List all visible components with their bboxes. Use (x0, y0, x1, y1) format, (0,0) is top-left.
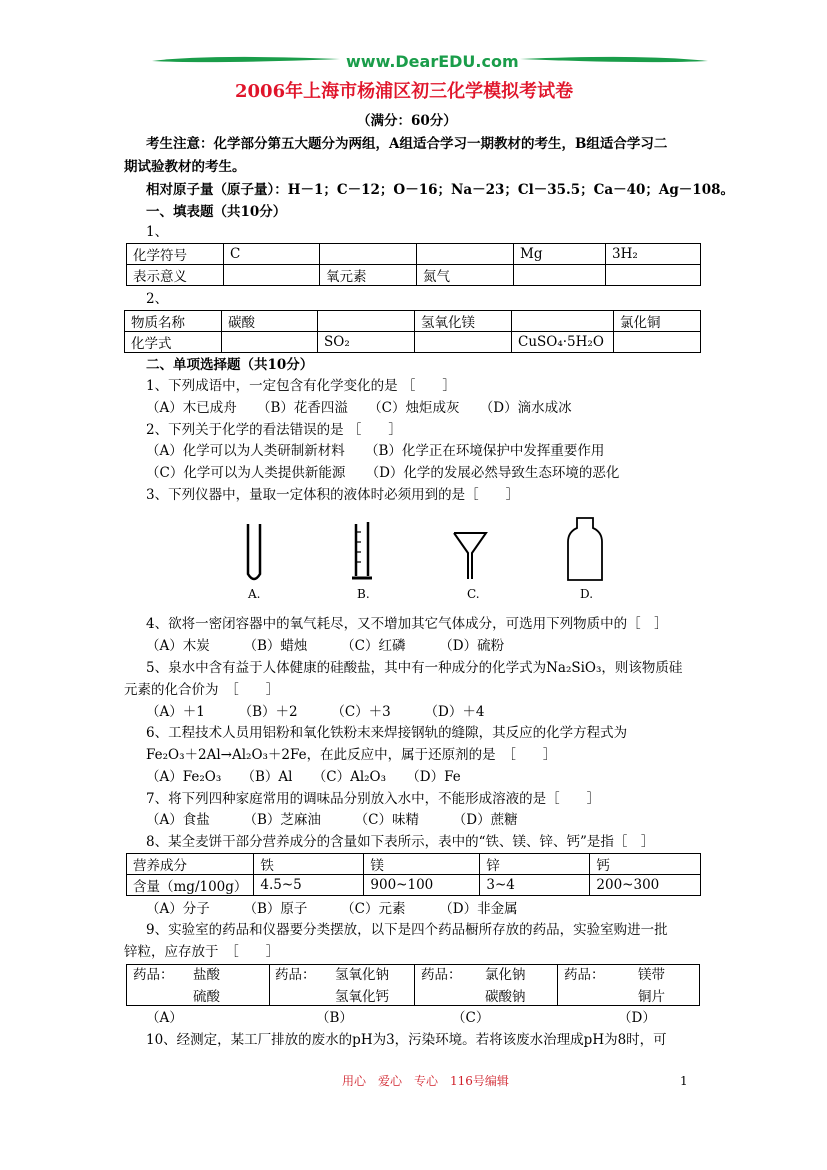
cabinet-b-item: 氢氧化钙 (335, 989, 389, 1005)
q5-stem-2: 元素的化合价为 ［ ］ (124, 682, 280, 698)
table-cell: 碳酸 (222, 311, 318, 332)
table-cell: 200~300 (590, 875, 701, 896)
table-cell: 4.5~5 (254, 875, 364, 896)
table-cell: 镁 (364, 854, 480, 875)
table-cell: 3~4 (480, 875, 590, 896)
cabinet-d-item: 镁带 (638, 967, 665, 983)
table-cell: Mg (514, 244, 606, 265)
cabinet-a-item: 盐酸 (193, 967, 220, 983)
table-row (125, 332, 701, 353)
table-cell: 化学式 (125, 332, 222, 353)
table-cell (320, 244, 417, 265)
table-cell: 氧元素 (320, 265, 417, 286)
table-cell: 物质名称 (125, 311, 222, 332)
q7-options: （A）食盐 （B）芝麻油 （C）味精 （D）蔗糖 (146, 812, 518, 828)
table-cell: 含量（mg/100g） (127, 875, 254, 896)
table-cell (318, 311, 415, 332)
table-row (127, 875, 701, 896)
funnel-icon (450, 525, 490, 585)
nutrition-table (126, 853, 701, 896)
table-cell: 表示意义 (127, 265, 224, 286)
symbol-meaning-table (126, 243, 701, 286)
graduated-cylinder-icon (348, 518, 378, 588)
table-cell: 化学符号 (127, 244, 224, 265)
cabinet-letter-b: （B） (316, 1010, 353, 1026)
table-cell: 钙 (590, 854, 701, 875)
table-row (125, 311, 701, 332)
table-cell (415, 332, 512, 353)
cabinet-d-label: 药品： (564, 967, 605, 983)
table-cell: 氮气 (417, 265, 514, 286)
table-cell (514, 265, 606, 286)
table-row (127, 265, 701, 286)
section1-heading: 一、填表题（共10分） (146, 204, 287, 220)
q2-options-ab: （A）化学可以为人类研制新材料 （B）化学正在环境保护中发挥重要作用 (146, 443, 605, 459)
table-cell: C (224, 244, 320, 265)
q2-label: 2、 (146, 291, 169, 307)
q9-stem-2: 锌粒，应存放于 ［ ］ (124, 944, 280, 960)
cabinet-letter-c: （C） (452, 1010, 490, 1026)
name-formula-table (124, 310, 701, 353)
table-cell (614, 332, 701, 353)
table-cell: 氢氧化镁 (415, 311, 512, 332)
option-label-c: C. (467, 587, 480, 601)
q5-options: （A）＋1 （B）＋2 （C）＋3 （D）＋4 (146, 704, 485, 720)
site-url[interactable]: www.DearEDU.com (346, 52, 519, 71)
q6-stem-1: 6、工程技术人员用铝粉和氧化铁粉末来焊接钢轨的缝隙，其反应的化学方程式为 (146, 725, 628, 741)
cabinet-table (126, 964, 700, 1006)
cabinet-letter-a: （A） (146, 1010, 183, 1026)
notice-line-1: 考生注意：化学部分第五大题分为两组，A组适合学习一期教材的考生，B组适合学习二 (146, 136, 668, 152)
reagent-bottle-icon (562, 514, 608, 586)
cabinet-b-item: 氢氧化钠 (335, 967, 389, 983)
table-cell: SO₂ (318, 332, 415, 353)
table-cell: CuSO₄·5H₂O (512, 332, 614, 353)
full-score: （满分：60分） (357, 113, 457, 129)
section2-heading: 二、单项选择题（共10分） (146, 357, 314, 373)
page-number: 1 (680, 1074, 688, 1088)
q1-stem: 1、下列成语中，一定包含有化学变化的是 ［ ］ (146, 378, 456, 394)
q3-stem: 3、下列仪器中，量取一定体积的液体时必须用到的是［ ］ (146, 487, 520, 503)
table-cell (606, 265, 701, 286)
q2-stem: 2、下列关于化学的看法错误的是 ［ ］ (146, 422, 402, 438)
table-cell (224, 265, 320, 286)
cabinet-a-item: 硫酸 (193, 989, 220, 1005)
notice-line-2: 期试验教材的考生。 (124, 159, 246, 175)
table-cell (512, 311, 614, 332)
table-cell (417, 244, 514, 265)
cabinet-letter-d: （D） (618, 1010, 656, 1026)
q7-stem: 7、将下列四种家庭常用的调味品分别放入水中，不能形成溶液的是［ ］ (146, 791, 601, 807)
q10-stem: 10、经测定，某工厂排放的废水的pH为3，污染环境。若将该废水治理成pH为8时，可 (146, 1032, 667, 1048)
q4-stem: 4、欲将一密闭容器中的氧气耗尽，又不增加其它气体成分，可选用下列物质中的［ ］ (146, 616, 668, 632)
table-cell: 3H₂ (606, 244, 701, 265)
table-cell: 氯化铜 (614, 311, 701, 332)
q6-options: （A）Fe₂O₃ （B）Al （C）Al₂O₃ （D）Fe (146, 769, 461, 785)
table-cell: 900~100 (364, 875, 480, 896)
footer-motto: 用心 爱心 专心 116号编辑 (342, 1074, 509, 1088)
cabinet-c-item: 碳酸钠 (485, 989, 526, 1005)
q1-options: （A）木已成舟 （B）花香四溢 （C）烛炬成灰 （D）滴水成冰 (146, 400, 572, 416)
table-cell: 营养成分 (127, 854, 254, 875)
q2-options-cd: （C）化学可以为人类提供新能源 （D）化学的发展必然导致生态环境的恶化 (146, 465, 620, 481)
table-row (127, 244, 701, 265)
table-cell: 锌 (480, 854, 590, 875)
option-label-d: D. (580, 587, 594, 601)
q8-options: （A）分子 （B）原子 （C）元素 （D）非金属 (146, 901, 518, 917)
q1-label: 1、 (146, 224, 169, 240)
table-cell: 铁 (254, 854, 364, 875)
q9-stem-1: 9、实验室的药品和仪器要分类摆放，以下是四个药品橱所存放的药品，实验室购进一批 (146, 922, 668, 938)
cabinet-d-item: 铜片 (638, 989, 665, 1005)
q5-stem-1: 5、泉水中含有益于人体健康的硅酸盐，其中有一种成分的化学式为Na₂SiO₃，则该物质硅 (146, 660, 683, 676)
cabinet-b-label: 药品： (275, 967, 316, 983)
table-row (127, 854, 701, 875)
q8-stem: 8、某全麦饼干部分营养成分的含量如下表所示，表中的“铁、镁、锌、钙”是指［ ］ (146, 834, 655, 850)
header-swoosh-left (150, 52, 345, 68)
q6-stem-2: Fe₂O₃＋2Al→Al₂O₃＋2Fe，在此反应中，属于还原剂的是 ［ ］ (146, 747, 557, 763)
option-label-a: A. (248, 587, 261, 601)
test-tube-icon (240, 518, 270, 588)
cabinet-a-label: 药品： (133, 967, 174, 983)
q4-options: （A）木炭 （B）蜡烛 （C）红磷 （D）硫粉 (146, 638, 505, 654)
page-title: 2006年上海市杨浦区初三化学模拟考试卷 (235, 81, 574, 102)
cabinet-c-item: 氯化钠 (485, 967, 526, 983)
cabinet-c-label: 药品： (421, 967, 462, 983)
atomic-mass-line: 相对原子量（原子量）：H－1；C－12；O－16；Na－23；Cl－35.5；Ca－40；Ag－108。 (146, 182, 734, 198)
table-cell (222, 332, 318, 353)
option-label-b: B. (357, 587, 370, 601)
header-swoosh-right (515, 52, 710, 68)
